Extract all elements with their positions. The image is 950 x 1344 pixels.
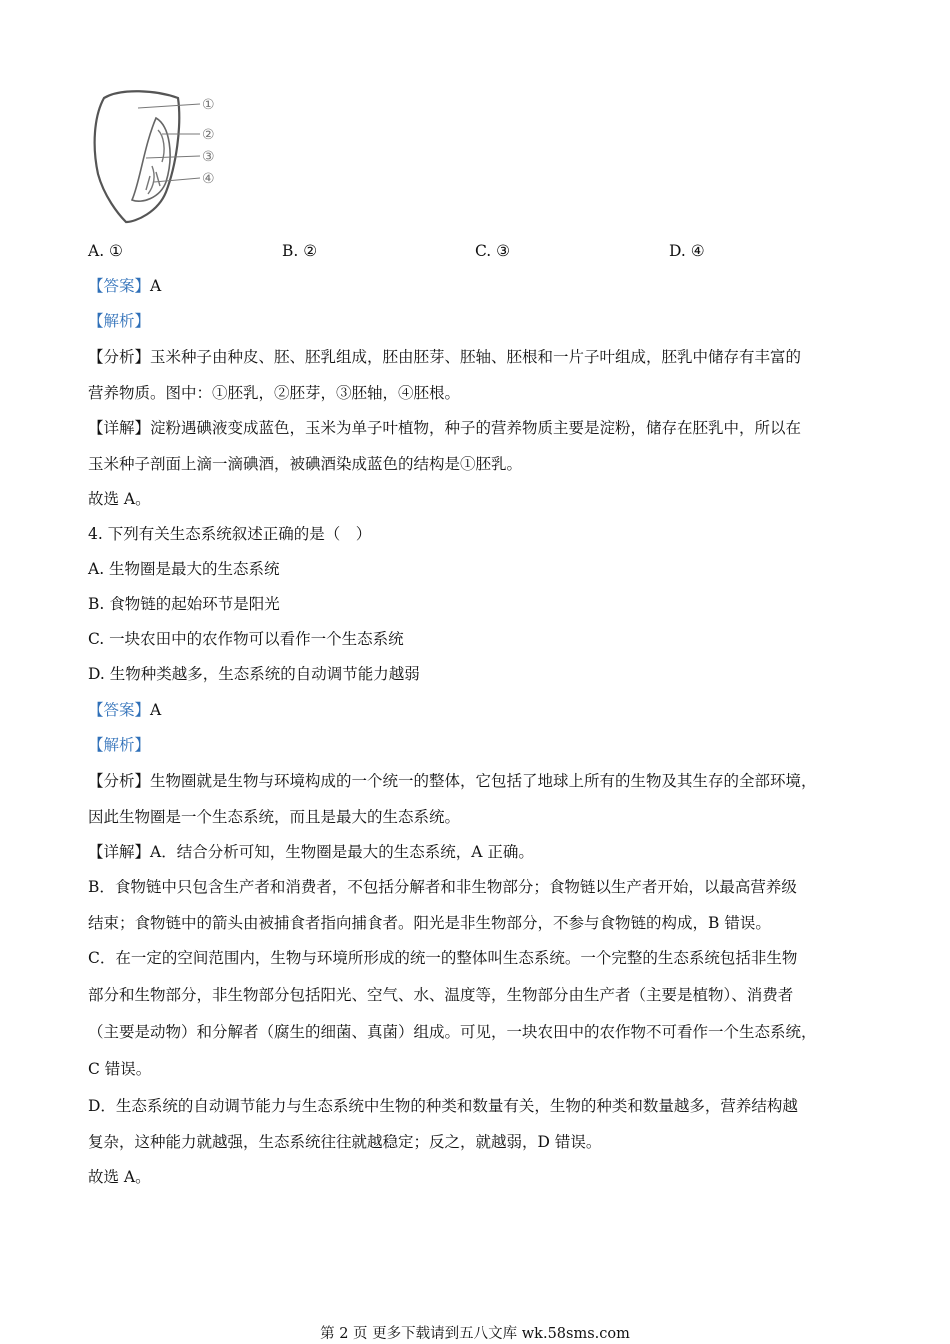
leader-line-4 [154, 178, 200, 182]
corn-seed-diagram [86, 86, 226, 226]
q3-options [88, 240, 870, 262]
seed-outline [95, 91, 180, 222]
q4-fenxi-2: 因此生物圈是一个生态系统，而且是最大的生态系统。 [88, 808, 461, 826]
marker-1: ① [202, 97, 215, 113]
marker-3: ③ [202, 149, 215, 165]
answer-tag: 【答案】 [88, 701, 151, 719]
q3-xiangjie-2: 玉米种子剖面上滴一滴碘酒，被碘酒染成蓝色的结构是①胚乳。 [88, 455, 523, 473]
q3-answer [88, 275, 870, 297]
q4-option-b: B. 食物链的起始环节是阳光 [88, 595, 280, 613]
q3-option-b: B. ② [282, 242, 318, 260]
leader-line-3 [146, 156, 200, 158]
answer-value: A [150, 701, 162, 719]
q4-detail-a: 【详解】A．结合分析可知，生物圈是最大的生态系统，A 正确。 [88, 843, 534, 861]
q4-answer [88, 699, 870, 721]
q4-detail-d-1: D．生态系统的自动调节能力与生态系统中生物的种类和数量有关，生物的种类和数量越多，营养结构越 [88, 1097, 798, 1115]
leader-line-1 [138, 104, 200, 108]
marker-4: ④ [202, 171, 215, 187]
q4-option-d: D. 生物种类越多，生态系统的自动调节能力越弱 [88, 665, 420, 683]
q3-conclusion: 故选 A。 [88, 490, 151, 508]
q4-conclusion: 故选 A。 [88, 1168, 151, 1186]
answer-tag: 【答案】 [88, 277, 151, 295]
q4-detail-d-2: 复杂，这种能力就越强，生态系统往往就越稳定；反之，就越弱，D 错误。 [88, 1133, 602, 1151]
q4-detail-b-2: 结束；食物链中的箭头由被捕食者指向捕食者。阳光是非生物部分，不参与食物链的构成，B 错误。 [88, 914, 771, 932]
q4-detail-c-3: （主要是动物）和分解者（腐生的细菌、真菌）组成。可见，一块农田中的农作物不可看作一个生态系统， [88, 1023, 817, 1041]
q4-option-a: A. 生物圈是最大的生态系统 [88, 560, 280, 578]
page-footer: 第 2 页 更多下载请到五八文库 wk.58sms.com [320, 1326, 630, 1342]
q3-option-a: A. ① [88, 242, 123, 260]
q4-stem: 4. 下列有关生态系统叙述正确的是（ ） [88, 525, 372, 543]
q3-fenxi: 【分析】玉米种子由种皮、胚、胚乳组成，胚由胚芽、胚轴、胚根和一片子叶组成，胚乳中储存有丰富的 [88, 348, 802, 366]
q3-option-d: D. ④ [669, 242, 705, 260]
q3-analysis-tag: 【解析】 [88, 312, 151, 330]
q4-option-c: C. 一块农田中的农作物可以看作一个生态系统 [88, 630, 404, 648]
q3-fenxi-2: 营养物质。图中：①胚乳，②胚芽，③胚轴，④胚根。 [88, 384, 461, 402]
q4-detail-c-2: 部分和生物部分，非生物部分包括阳光、空气、水、温度等，生物部分由生产者（主要是植物）、消费者 [88, 986, 794, 1004]
q4-analysis-tag: 【解析】 [88, 736, 151, 754]
q4-detail-c-1: C．在一定的空间范围内，生物与环境所形成的统一的整体叫生态系统。一个完整的生态系统包括非生物 [88, 949, 798, 967]
q3-option-c: C. ③ [475, 242, 511, 260]
q4-fenxi: 【分析】生物圈就是生物与环境构成的一个统一的整体，它包括了地球上所有的生物及其生存的全部环境， [88, 772, 817, 790]
q3-xiangjie: 【详解】淀粉遇碘液变成蓝色，玉米为单子叶植物，种子的营养物质主要是淀粉，储存在胚乳中，所以在 [88, 419, 802, 437]
q4-detail-b-1: B．食物链中只包含生产者和消费者，不包括分解者和非生物部分；食物链以生产者开始，以最高营养级 [88, 878, 797, 896]
q4-detail-c-4: C 错误。 [88, 1060, 152, 1078]
marker-2: ② [202, 127, 215, 143]
answer-value: A [150, 277, 162, 295]
